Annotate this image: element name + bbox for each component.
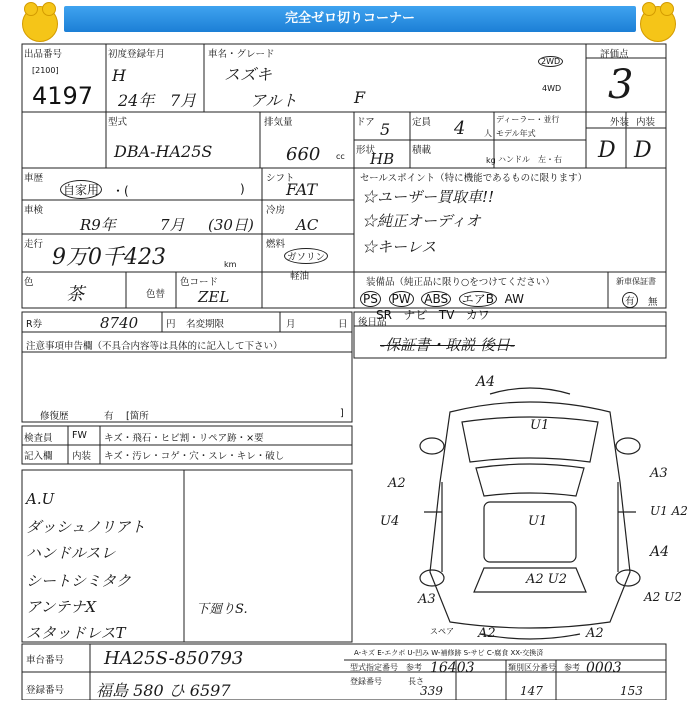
score-label: 評価点 bbox=[600, 49, 629, 60]
color-code-value: ZEL bbox=[198, 288, 230, 306]
car-model: アルト bbox=[250, 91, 298, 110]
warranty-no: 無 bbox=[648, 297, 658, 308]
equipment-row2 bbox=[376, 306, 490, 323]
history-label: 車歴 bbox=[24, 173, 44, 184]
body-shape-value: HB bbox=[370, 150, 395, 168]
mark-2: U1 bbox=[530, 418, 550, 433]
equip-airbag: エアB bbox=[459, 291, 497, 307]
length-label: 長さ bbox=[408, 677, 424, 686]
displacement-unit: cc bbox=[336, 152, 345, 161]
type-approval-label: 型式指定番号 bbox=[350, 663, 398, 672]
lot-number: 4197 bbox=[32, 82, 94, 110]
chassis-value: HA25S-850793 bbox=[104, 648, 244, 669]
repair-part-close: ] bbox=[340, 408, 344, 419]
sales-point-1: ☆ユーザー買取車!! bbox=[362, 188, 495, 206]
chassis-label: 車台番号 bbox=[26, 655, 65, 666]
displacement-value: 660 bbox=[286, 144, 321, 165]
mark-3: A3 bbox=[650, 466, 668, 481]
drive-4wd: 4WD bbox=[542, 84, 562, 93]
recycle-unit: 円 bbox=[166, 319, 176, 330]
class-no-label: 類別区分番号 bbox=[508, 663, 556, 672]
type-approval-ref: 参考 bbox=[406, 663, 422, 672]
displacement-label: 排気量 bbox=[264, 117, 293, 128]
memo-line-6: スタッドレスT bbox=[26, 624, 126, 642]
equip-aw: AW bbox=[504, 292, 525, 306]
fuel-diesel: 軽油 bbox=[290, 271, 310, 282]
inspector-interior: 内装 bbox=[72, 451, 92, 462]
equip-tv: TV bbox=[438, 308, 455, 322]
cooling-value: AC bbox=[296, 216, 319, 234]
capacity-value: 4 bbox=[454, 118, 466, 139]
repair-label: 修復歴 bbox=[40, 411, 69, 422]
shift-label: シフト bbox=[266, 173, 295, 184]
mark-4: A2 bbox=[388, 476, 406, 491]
equipment-label: 装備品（純正品に限り○をつけてください） bbox=[366, 277, 555, 288]
repair-value: 有 bbox=[104, 411, 114, 422]
mark-7: U1 A2 bbox=[650, 504, 688, 518]
mark-9: A2 U2 bbox=[526, 572, 568, 587]
load-label: 積載 bbox=[412, 145, 432, 156]
equip-ps: PS bbox=[360, 291, 381, 307]
body-shape-label: 形状 bbox=[356, 145, 376, 156]
later-docs-value: -保証書・取説 後日- bbox=[380, 336, 515, 354]
registration-label: 登録番号 bbox=[26, 685, 65, 696]
handle-value: 左・右 bbox=[538, 155, 562, 164]
shift-value: FAT bbox=[286, 180, 318, 199]
color-label: 色 bbox=[24, 277, 34, 288]
inspection-month: 7月 bbox=[160, 216, 185, 234]
registration-value: 福島 580 ひ 6597 bbox=[96, 681, 231, 700]
notes-label: 注意事項申告欄（不具合内容等は具体的に記入して下さい） bbox=[26, 341, 283, 352]
banner-title: 完全ゼロ切りコーナー bbox=[64, 6, 636, 32]
mark-11: A2 U2 bbox=[644, 590, 682, 604]
mark-10: A3 bbox=[418, 592, 436, 607]
warranty-label: 新車保証書 bbox=[616, 277, 656, 286]
spare-label: スペア bbox=[430, 627, 454, 636]
car-grade: F bbox=[354, 88, 366, 107]
equip-sr: SR bbox=[376, 308, 392, 322]
model-type-value: DBA-HA25S bbox=[114, 142, 213, 161]
inspector-label-2: 記入欄 bbox=[24, 451, 53, 462]
doors-label: ドア bbox=[356, 117, 375, 128]
load-unit: kg bbox=[486, 156, 496, 165]
model-year-label: モデル年式 bbox=[496, 129, 536, 138]
equip-pw: PW bbox=[389, 291, 414, 307]
color-change-label: 色替 bbox=[146, 289, 166, 300]
class-no-ref: 参考 bbox=[564, 663, 580, 672]
sales-point-3: ☆キーレス bbox=[362, 238, 437, 256]
memo-line-1: A.U bbox=[26, 490, 55, 508]
color-value: 茶 bbox=[66, 284, 84, 305]
memo-line-5: アンテナX bbox=[26, 598, 97, 616]
capacity-label: 定員 bbox=[412, 117, 432, 128]
first-reg-label: 初度登録年月 bbox=[108, 49, 166, 60]
repair-part-label: [箇所 bbox=[126, 411, 149, 422]
inspection-day: (30日) bbox=[208, 216, 254, 234]
handle-label: ハンドル bbox=[498, 155, 530, 164]
score-value: 3 bbox=[608, 62, 634, 108]
history-value: 自家用 bbox=[60, 180, 102, 199]
sales-label: セールスポイント（特に機能であるものに限ります） bbox=[360, 173, 588, 184]
ext-value: D bbox=[598, 138, 616, 163]
mileage-value: 9万0千423 bbox=[52, 245, 166, 270]
equipment-row1 bbox=[360, 290, 524, 307]
history-close: ) bbox=[240, 182, 245, 196]
mark-8: A4 bbox=[650, 544, 670, 560]
inspection-label: 車検 bbox=[24, 205, 44, 216]
first-reg-era: H bbox=[112, 66, 126, 85]
model-type-label: 型式 bbox=[108, 117, 128, 128]
recycle-value: 8740 bbox=[100, 314, 139, 332]
type-approval-value: 16403 bbox=[430, 660, 475, 676]
name-change-month: 月 bbox=[286, 319, 296, 330]
recycle-label: R券 bbox=[26, 319, 43, 330]
int-label: 内装 bbox=[636, 117, 656, 128]
lot-sub: [2100] bbox=[32, 66, 59, 75]
first-reg-month: 7月 bbox=[170, 91, 197, 110]
plate-label: 登録番号 bbox=[350, 677, 382, 686]
inspector-fw: FW bbox=[72, 430, 87, 441]
inspector-row-2: キズ・汚レ・コゲ・穴・スレ・キレ・破し bbox=[104, 451, 285, 462]
sales-point-2: ☆純正オーディオ bbox=[362, 212, 481, 230]
memo-side: 下廻りS. bbox=[196, 602, 248, 617]
inspector-row-1: キズ・飛石・ヒビ割・リペア跡・×要 bbox=[104, 433, 264, 444]
memo-line-4: シートシミタク bbox=[26, 572, 132, 590]
height-value: 153 bbox=[620, 684, 643, 698]
car-label: 車名・グレード bbox=[208, 49, 275, 60]
mark-12: A2 bbox=[478, 626, 496, 641]
dealer-label: ディーラー・並行 bbox=[496, 115, 560, 124]
mark-5: U4 bbox=[380, 514, 400, 529]
inspection-year: R9年 bbox=[80, 216, 116, 234]
first-reg-year: 24年 bbox=[118, 91, 155, 110]
history-rest: ・( bbox=[112, 184, 129, 198]
later-docs-label: 後日品 bbox=[358, 317, 387, 328]
damage-legend: A-キズ E-エクボ U-凹み W-補修跡 S-サビ C-腐食 XX-交換済 bbox=[354, 649, 544, 657]
name-change-label: 名変期限 bbox=[186, 319, 225, 330]
length-value: 339 bbox=[420, 684, 443, 698]
class-no-value: 0003 bbox=[586, 660, 622, 676]
mark-6: U1 bbox=[528, 514, 548, 529]
int-value: D bbox=[634, 138, 652, 163]
car-maker: スズキ bbox=[224, 65, 273, 84]
color-code-label: 色コード bbox=[180, 277, 219, 288]
equip-abs: ABS bbox=[421, 291, 451, 307]
memo-line-2: ダッシュノリアト bbox=[26, 518, 146, 536]
equip-navi: ナビ bbox=[403, 308, 428, 322]
mileage-unit: km bbox=[224, 260, 237, 269]
name-change-day: 日 bbox=[338, 319, 348, 330]
drive-2wd: 2WD bbox=[538, 56, 563, 67]
width-value: 147 bbox=[520, 684, 543, 698]
inspector-label-1: 検査員 bbox=[24, 433, 53, 444]
cooling-label: 冷房 bbox=[266, 205, 286, 216]
mark-1: A4 bbox=[476, 374, 496, 390]
lot-label: 出品番号 bbox=[24, 49, 63, 60]
equip-leather: カワ bbox=[465, 308, 490, 322]
fuel-gas: ガソリン bbox=[284, 248, 328, 264]
capacity-unit: 人 bbox=[484, 129, 492, 138]
warranty-yes: 有 bbox=[622, 292, 638, 308]
memo-line-3: ハンドルスレ bbox=[26, 544, 116, 562]
mark-13: A2 bbox=[586, 626, 604, 641]
doors-value: 5 bbox=[380, 120, 391, 139]
ext-label: 外装 bbox=[610, 117, 630, 128]
fuel-label: 燃料 bbox=[266, 239, 286, 250]
mileage-label: 走行 bbox=[24, 239, 44, 250]
